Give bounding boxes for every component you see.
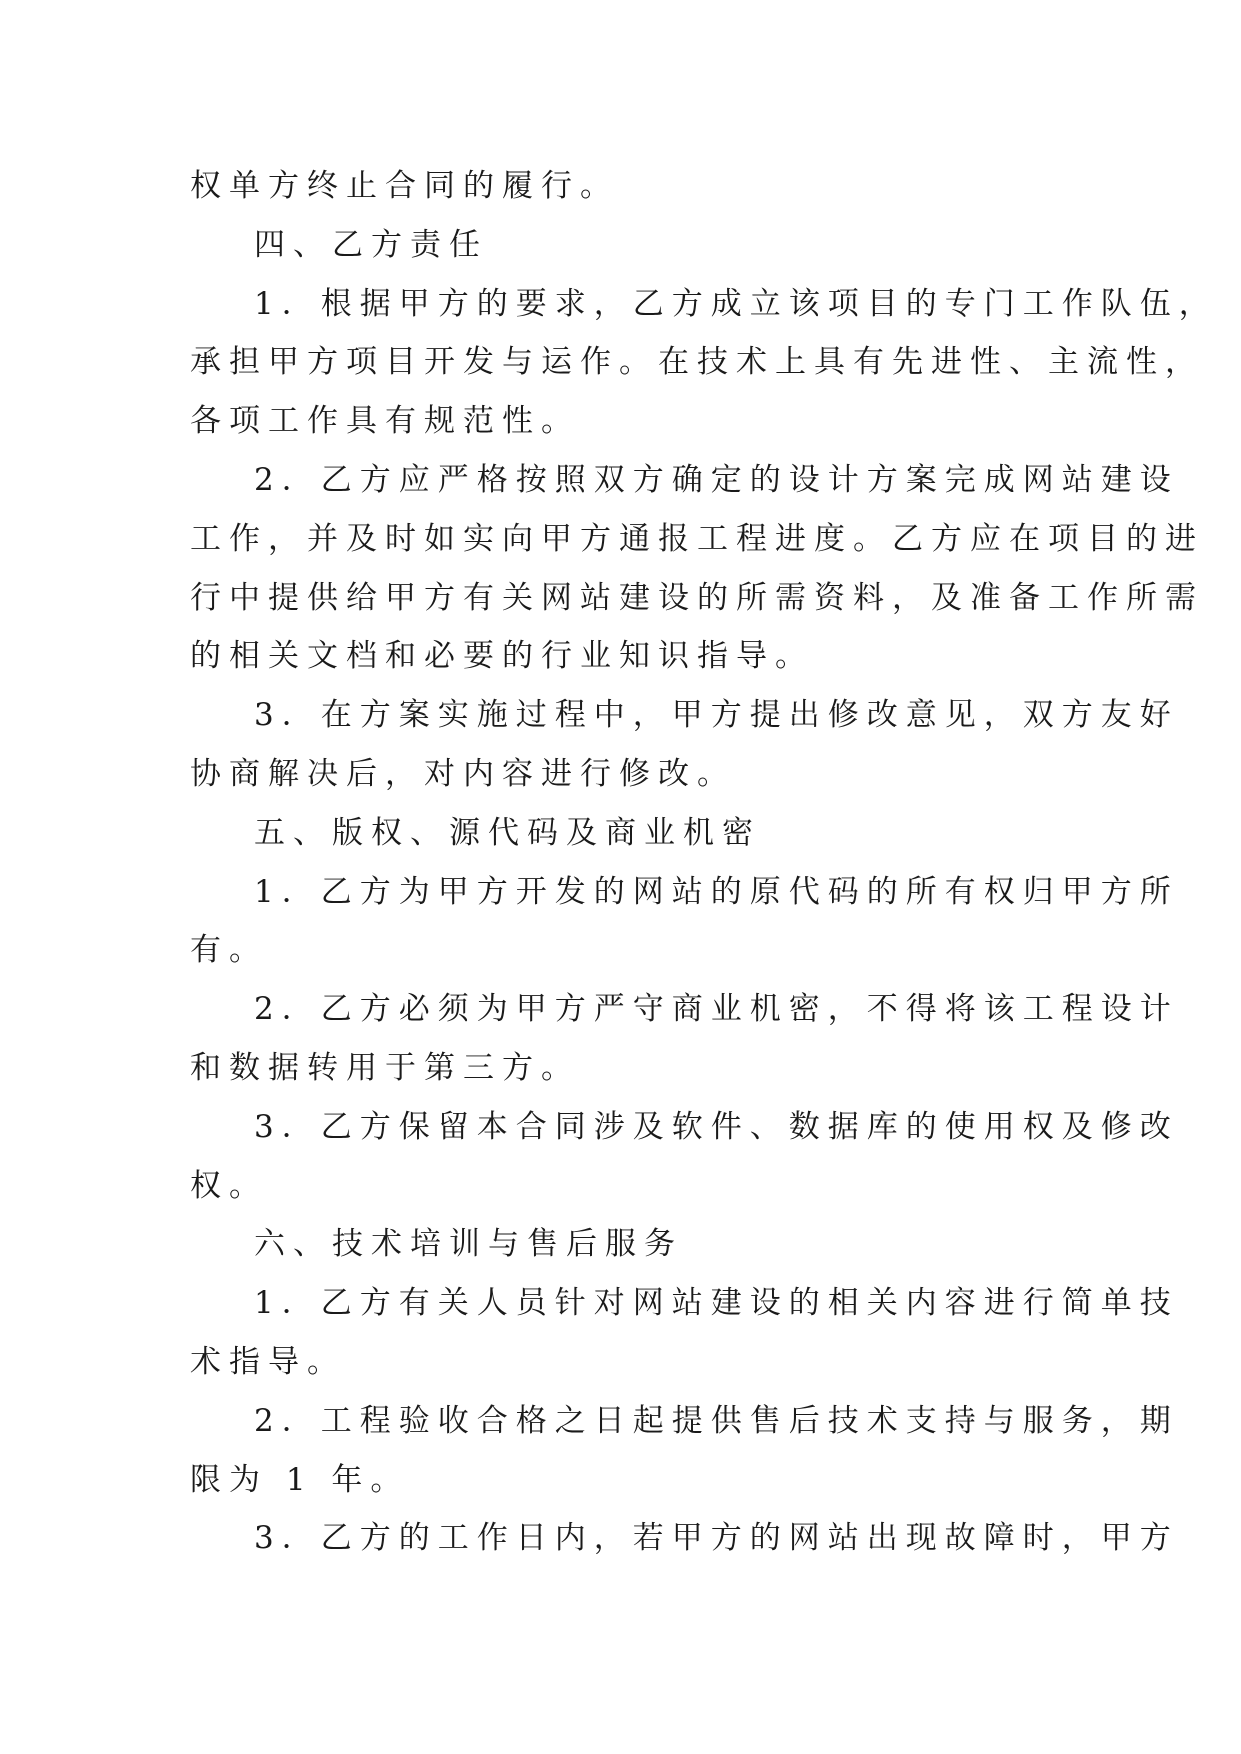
text-line: 2．工程验收合格之日起提供售后技术支持与服务，期 xyxy=(254,1402,1179,1439)
section-heading: 四、乙方责任 xyxy=(254,226,488,263)
text-line: 3．乙方保留本合同涉及软件、数据库的使用权及修改 xyxy=(254,1108,1179,1145)
document-body xyxy=(190,157,1218,1568)
text-line: 术指导。 xyxy=(190,1343,346,1380)
text-line: 1．根据甲方的要求，乙方成立该项目的专门工作队伍， xyxy=(254,285,1218,322)
text-line: 协商解决后，对内容进行修改。 xyxy=(190,755,736,792)
text-line: 3．乙方的工作日内，若甲方的网站出现故障时，甲方 xyxy=(254,1520,1179,1557)
text-line: 限为 1 年。 xyxy=(190,1461,410,1498)
text-line: 工作，并及时如实向甲方通报工程进度。乙方应在项目的进 xyxy=(190,520,1204,557)
text-line: 权。 xyxy=(190,1167,268,1204)
text-line: 的相关文档和必要的行业知识指导。 xyxy=(190,638,814,675)
section-heading: 五、版权、源代码及商业机密 xyxy=(254,814,761,851)
text-line: 和数据转用于第三方。 xyxy=(190,1049,580,1086)
text-line: 3．在方案实施过程中，甲方提出修改意见，双方友好 xyxy=(254,697,1179,734)
text-line: 行中提供给甲方有关网站建设的所需资料，及准备工作所需 xyxy=(190,579,1204,616)
section-heading: 六、技术培训与售后服务 xyxy=(254,1226,683,1263)
text-line: 承担甲方项目开发与运作。在技术上具有先进性、主流性， xyxy=(190,344,1204,381)
text-line: 2．乙方应严格按照双方确定的设计方案完成网站建设 xyxy=(254,461,1179,498)
text-line: 1．乙方有关人员针对网站建设的相关内容进行简单技 xyxy=(254,1285,1179,1322)
text-line: 1．乙方为甲方开发的网站的原代码的所有权归甲方所 xyxy=(254,873,1179,910)
text-line: 有。 xyxy=(190,932,268,969)
text-line: 权单方终止合同的履行。 xyxy=(190,168,619,204)
text-line: 各项工作具有规范性。 xyxy=(190,403,580,440)
text-line: 2．乙方必须为甲方严守商业机密，不得将该工程设计 xyxy=(254,991,1179,1028)
